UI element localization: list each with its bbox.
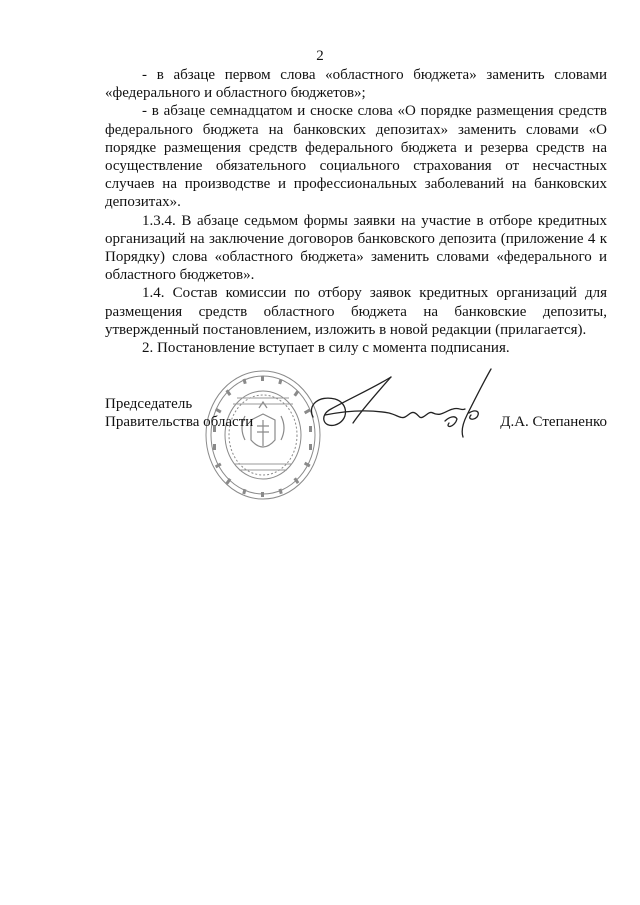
paragraph-2: - в абзаце семнадцатом и сноске слова «О порядке размещения средств федерального бюджета на банковских депозитах» заменить словами «О порядке размещения средств федерального бюджета и резерва средств на осуществление обязательного социального страхования от несчастных случаев на производстве и профессиональных заболеваний на банковских депозитах». bbox=[105, 103, 607, 211]
paragraph-5: 2. Постановление вступает в силу с момента подписания. bbox=[142, 340, 510, 357]
position-line-2: Правительства области bbox=[105, 414, 254, 431]
paragraph-1: - в абзаце первом слова «областного бюджета» заменить словами «федерального и областного бюджетов»; bbox=[105, 67, 607, 102]
signature-block bbox=[105, 395, 607, 445]
position-line-1: Председатель bbox=[105, 396, 193, 412]
signatory-name: Д.А. Степаненко bbox=[500, 414, 607, 430]
signatory-position bbox=[105, 395, 253, 431]
page-number: 2 bbox=[316, 48, 324, 64]
paragraph-4: 1.4. Состав комиссии по отбору заявок кредитных организаций для размещения средств областного бюджета на банковские депозиты, утвержденный постановлением, изложить в новой редакции (прилагается). bbox=[105, 285, 607, 338]
paragraph-3: 1.3.4. В абзаце седьмом формы заявки на участие в отборе кредитных организаций на заключение договоров банковского депозита (приложение 4 к Порядку) слова «областного бюджета» заменить словами «федерального и областного бюджетов». bbox=[105, 212, 607, 284]
document-body bbox=[105, 66, 607, 357]
